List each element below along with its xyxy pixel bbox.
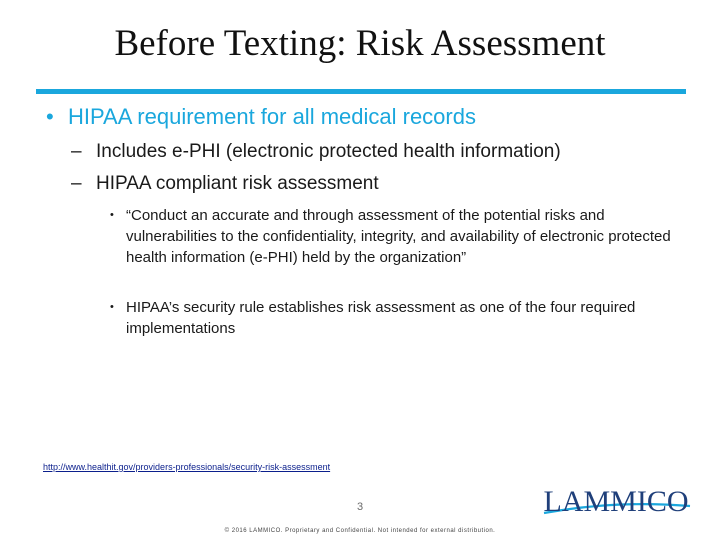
bullet-marker: • <box>110 301 114 313</box>
slide-title: Before Texting: Risk Assessment <box>114 23 606 64</box>
bullet-text: Includes e-PHI (electronic protected health information) <box>96 141 561 162</box>
bullet-text: HIPAA requirement for all medical records <box>68 104 476 129</box>
page-number: 3 <box>356 501 364 513</box>
bullet-marker: • <box>46 104 54 129</box>
bullet-marker: – <box>71 173 82 194</box>
bullet-text: HIPAA compliant risk assessment <box>96 173 379 194</box>
bullet-text: “Conduct an accurate and through assessment of the potential risks and vulnerabilities to the confidentiality, integrity, and availability of electronic protected health information (e-PHI) held by the organization” <box>126 207 671 266</box>
logo-text: LAMMICO <box>543 485 689 518</box>
lammico-logo <box>536 482 696 522</box>
footer-disclaimer: © 2016 LAMMICO. Proprietary and Confidential. Not intended for external distribution. <box>224 528 496 534</box>
bullet-marker: – <box>71 141 82 162</box>
source-link[interactable]: http://www.healthit.gov/providers-professionals/security-risk-assessment <box>43 462 331 472</box>
bullet-marker: • <box>110 209 114 221</box>
title-divider <box>36 89 686 94</box>
bullet-text: HIPAA’s security rule establishes risk assessment as one of the four required implementations <box>126 299 636 337</box>
